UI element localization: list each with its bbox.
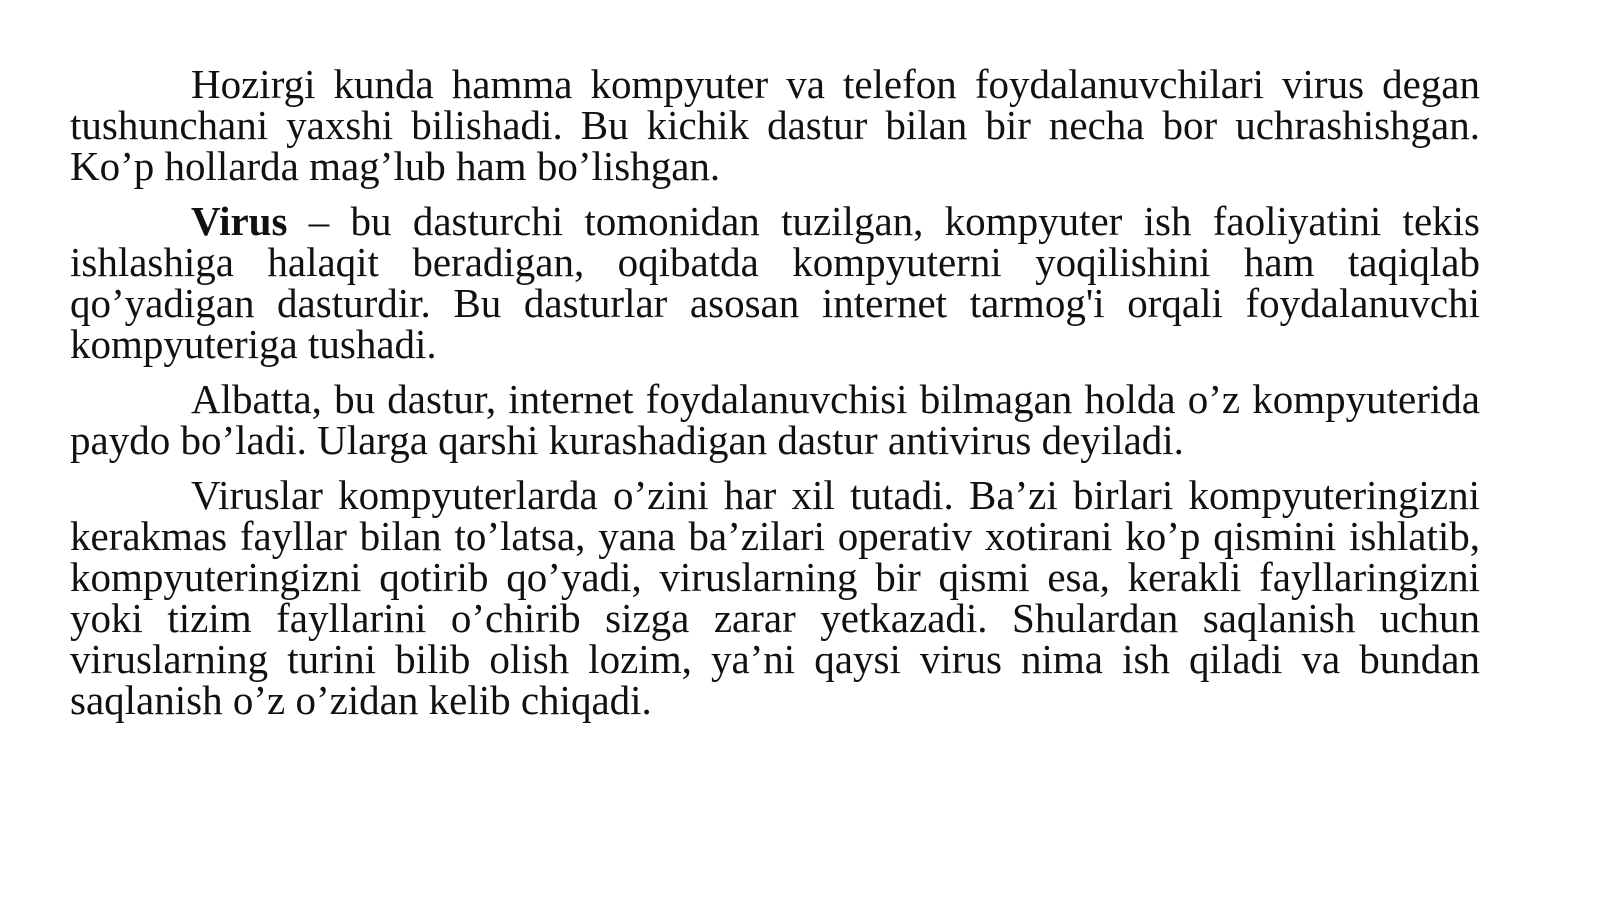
virus-definition-text: – bu dasturchi tomonidan tuzilgan, kompyuter ish faoliyatini tekis ishlashiga halaqit beradigan, oqibatda kompyuterni yoqilishini ham taqiqlab qo’yadigan dasturdir. Bu dasturlar asosan internet tarmog'i orqali foydalanuvchi kompyuteriga tushadi. <box>70 198 1480 367</box>
paragraph-virus-behavior: Viruslar kompyuterlarda o’zini har xil tutadi. Ba’zi birlari kompyuteringizni kerakmas fayllar bilan to’latsa, yana ba’zilari operativ xotirani ko’p qismini ishlatib, kompyuteringizni qotirib qo’yadi, viruslarning bir qismi esa, kerakli fayllaringizni yoki tizim fayllarini o’chirib sizga zarar yetkazadi. Shulardan saqlanish uchun viruslarning turini bilib olish lozim, ya’ni qaysi virus nima ish qiladi va bundan saqlanish o’z o’zidan kelib chiqadi. <box>70 472 1480 723</box>
paragraph-virus-definition <box>70 198 1480 367</box>
paragraph-intro: Hozirgi kunda hamma kompyuter va telefon foydalanuvchilari virus degan tushunchani yaxshi bilishadi. Bu kichik dastur bilan bir necha bor uchrashishgan. Ko’p hollarda mag’lub ham bo’lishgan. <box>70 61 1480 189</box>
document-body <box>70 61 1480 735</box>
paragraph-antivirus: Albatta, bu dastur, internet foydalanuvchisi bilmagan holda o’z kompyuterida paydo bo’ladi. Ularga qarshi kurashadigan dastur antivirus deyiladi. <box>70 376 1480 463</box>
virus-term: Virus <box>191 198 288 244</box>
